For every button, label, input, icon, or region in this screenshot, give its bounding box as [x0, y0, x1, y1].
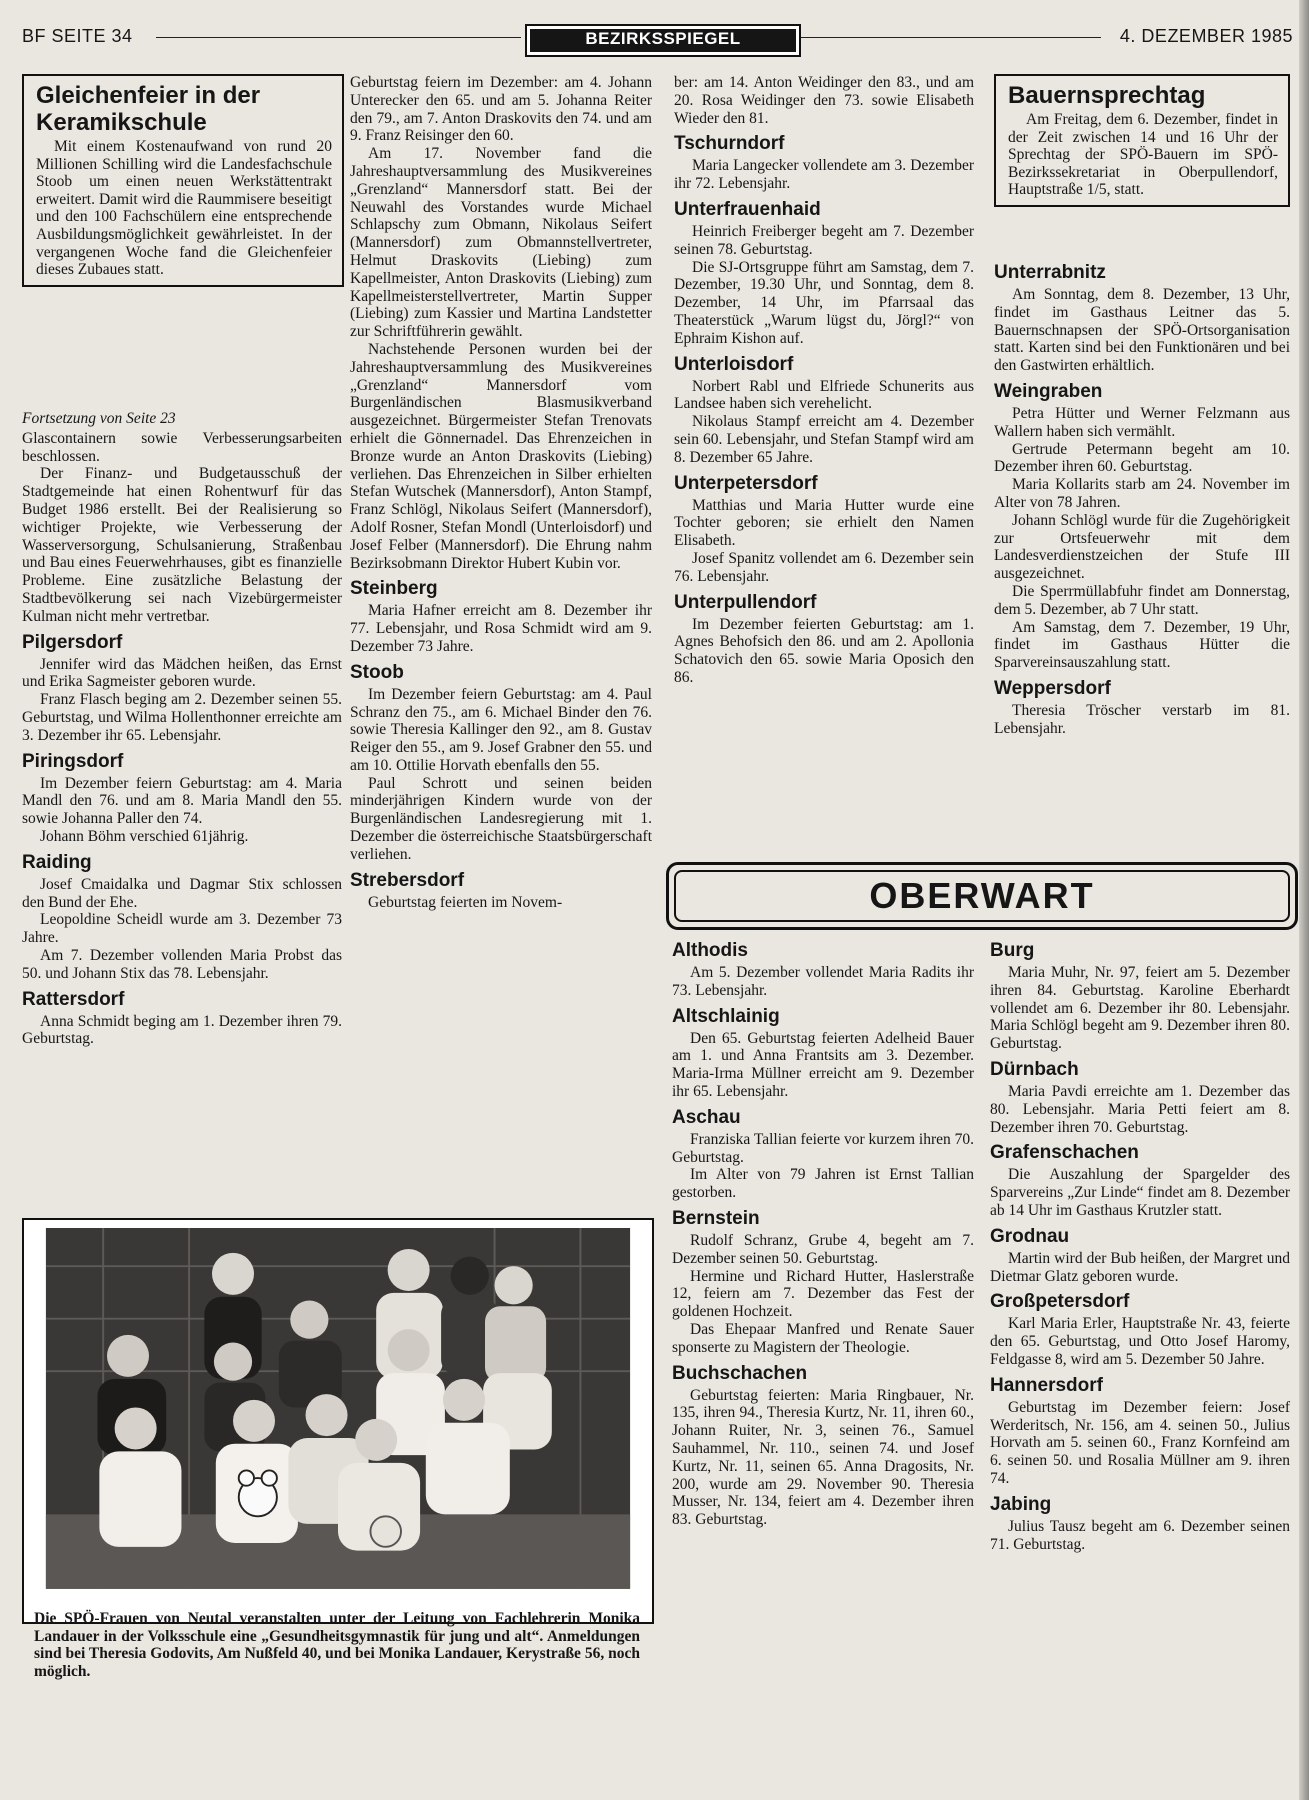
paragraph: Petra Hütter und Werner Felzmann aus Wallern haben sich vermählt. [994, 404, 1290, 440]
issue-date: 4. DEZEMBER 1985 [1119, 26, 1293, 46]
locality-heading: Hannersdorf [990, 1374, 1103, 1396]
paragraph: Norbert Rabl und Elfriede Schunerits aus Landsee haben sich verehelicht. [674, 377, 974, 413]
section-banner [525, 24, 801, 57]
page-number: BF SEITE 34 [22, 26, 133, 46]
locality-heading: Grodnau [990, 1225, 1070, 1247]
paragraph: Matthias und Maria Hutter wurde eine Tochter geboren; sie erhielt den Namen Elisabeth. [674, 496, 974, 550]
paragraph: Geburtstag feiern im Dezember: am 4. Johann Unterecker den 65. und am 5. Johanna Reiter den 79., am 7. Anton Draskovits den 74. und am 9. Franz Reisinger den 60. [350, 74, 652, 145]
section-title: BEZIRKSSPIEGEL [530, 29, 796, 52]
paragraph: Paul Schrott und seinen beiden minderjährigen Kindern wurde von der Burgenländischen Landesregierung mit 1. Dezember die österreichische Staatsbürgerschaft verliehen. [350, 774, 652, 863]
paragraph: Julius Tausz begeht am 6. Dezember seinen 71. Geburtstag. [990, 1517, 1290, 1553]
locality-heading: Raiding [22, 851, 92, 873]
photo-caption: Die SPÖ-Frauen von Neutal veranstalten unter der Leitung von Fachlehrerin Monika Landauer in der Volksschule eine „Gesundheitsgymnastik für jung und alt“. Anmeldungen sind bei Theresia Godovits, Am Nußfeld 40, und bei Monika Landauer, Kerystraße 56, noch möglich. [34, 1610, 640, 1680]
paragraph: Im Alter von 79 Jahren ist Ernst Tallian gestorben. [672, 1166, 974, 1202]
locality-heading: Buchschachen [672, 1362, 808, 1384]
paragraph: Leopoldine Scheidl wurde am 3. Dezember 73 Jahre. [22, 911, 342, 947]
paragraph: Franz Flasch beging am 2. Dezember seinen 55. Geburtstag, und Wilma Hollenthonner erreichte am 3. Dezember ihr 65. Lebensjahr. [22, 691, 342, 744]
locality-heading: Stoob [350, 661, 404, 683]
district-title: OBERWART [674, 870, 1290, 922]
paragraph: Den 65. Geburtstag feierten Adelheid Bauer am 1. und Anna Frantsits am 3. Dezember. Maria-Irma Müllner erreicht am 9. Dezember ihr 65. Lebensjahr. [672, 1029, 974, 1100]
paragraph: Im Dezember feiern Geburtstag: am 4. Maria Mandl den 76. und am 8. Maria Mandl den 55. sowie Johanna Paller den 74. [22, 774, 342, 828]
photo-box [22, 1218, 654, 1680]
paragraph: Theresia Tröscher verstarb im 81. Lebensjahr. [994, 701, 1290, 737]
locality-heading: Strebersdorf [350, 869, 465, 891]
paragraph: Josef Spanitz vollendet am 6. Dezember sein 76. Lebensjahr. [674, 549, 974, 585]
paragraph: Glascontainern sowie Verbesserungsarbeiten beschlossen. [22, 429, 342, 465]
paragraph: ber: am 14. Anton Weidinger den 83., und am 20. Rosa Weidinger den 73. sowie Elisabeth Wieder den 81. [674, 74, 974, 127]
paragraph: Am Samstag, dem 7. Dezember, 19 Uhr, findet im Gasthaus Hütter die Sparvereinsauszahlung statt. [994, 618, 1290, 672]
paragraph: Maria Hafner erreicht am 8. Dezember ihr 77. Lebensjahr, und Rosa Schmidt wird am 9. Dezember 73 Jahre. [350, 602, 652, 655]
locality-heading: Unterfrauenhaid [674, 198, 821, 220]
continuation-note: Fortsetzung von Seite 23 [22, 410, 176, 427]
paragraph: Im Dezember feierten Geburtstag: am 1. Agnes Behofsich den 86. und am 2. Apollonia Schatovich den 65. sowie Maria Oposich den 86. [674, 615, 974, 686]
header-rule-left [156, 37, 521, 38]
paragraph: Das Ehepaar Manfred und Renate Sauer sponserte zu Magistern der Theologie. [672, 1320, 974, 1356]
article-headline: Bauernsprechtag [1008, 82, 1206, 109]
paragraph: Franziska Tallian feierte vor kurzem ihren 70. Geburtstag. [672, 1130, 974, 1166]
locality-heading: Unterpullendorf [674, 591, 817, 613]
paragraph: Am 5. Dezember vollendet Maria Radits ihr 73. Lebensjahr. [672, 964, 974, 999]
paragraph: Geburtstag feierten im Novem- [368, 893, 563, 911]
article-box-bauernsprechtag [994, 74, 1290, 207]
locality-heading: Weppersdorf [994, 677, 1111, 699]
paragraph: Rudolf Schranz, Grube 4, begeht am 7. Dezember seinen 50. Geburtstag. [672, 1231, 974, 1267]
paragraph: Nikolaus Stampf erreicht am 4. Dezember sein 60. Lebensjahr, und Stefan Stampf wird am 8. Dezember 65 Jahre. [674, 413, 974, 466]
paragraph: Hermine und Richard Hutter, Haslerstraße 12, feiern am 7. Dezember das Fest der goldenen Hochzeit. [672, 1267, 974, 1321]
paragraph: Maria Langecker vollendete am 3. Dezember ihr 72. Lebensjahr. [674, 157, 974, 193]
locality-heading: Altschlainig [672, 1005, 780, 1027]
locality-heading: Dürnbach [990, 1058, 1079, 1080]
paragraph: Am 7. Dezember vollenden Maria Probst das 50. und Johann Stix das 78. Lebensjahr. [22, 946, 342, 982]
paragraph: Im Dezember feiern Geburtstag: am 4. Paul Schranz den 75., am 6. Michael Binder den 76. sowie Theresia Kallinger den 92., am 8. Gustav Reiger den 55., am 9. Josef Grabner den 55. und am 10. Ottilie Horvath ebenfalls den 55. [350, 685, 652, 774]
locality-heading: Jabing [990, 1493, 1052, 1515]
paragraph: Maria Kollarits starb am 24. November im Alter von 78 Jahren. [994, 476, 1290, 511]
paragraph: Gertrude Petermann begeht am 10. Dezember ihren 60. Geburtstag. [994, 440, 1290, 476]
column-4 [994, 262, 1290, 738]
column-3 [674, 74, 974, 687]
locality-heading: Althodis [672, 940, 748, 961]
locality-heading: Unterloisdorf [674, 353, 794, 375]
paragraph: Martin wird der Bub heißen, der Margret und Dietmar Glatz geboren wurde. [990, 1249, 1290, 1285]
paragraph: Die SJ-Ortsgruppe führt am Samstag, dem 7. Dezember, 19.30 Uhr, und Sonntag, dem 8. Dezember, 14 Uhr, im Pfarrsaal das Theaterstück „Warum lügst du, Jörgl?“ von Ephraim Kishon auf. [674, 258, 974, 347]
article-box-keramikschule [22, 74, 344, 287]
header-rule-right [801, 37, 1101, 38]
locality-heading: Rattersdorf [22, 988, 125, 1010]
paragraph: Jennifer wird das Mädchen heißen, das Ernst und Erika Sagmeister geboren wurde. [22, 655, 342, 691]
paragraph: Johann Böhm verschied 61jährig. [40, 827, 249, 845]
locality-heading: Tschurndorf [674, 133, 785, 155]
page-edge [1299, 0, 1309, 1800]
locality-heading: Unterrabnitz [994, 262, 1106, 283]
locality-heading: Großpetersdorf [990, 1291, 1130, 1313]
paragraph: Johann Schlögl wurde für die Zugehörigkeit zur Ortsfeuerwehr mit dem Landesverdienstzeichen der Stufe III ausgezeichnet. [994, 511, 1290, 583]
paragraph: Am 17. November fand die Jahreshauptversammlung des Musikvereines „Grenzland“ Mannersdorf statt. Bei der Neuwahl des Vorstandes wurde Michael Schlapschy zum Obmann, Nikolaus Seifert (Mannersdorf) zum Obmannstellvertreter, Helmut Draskovits (Liebing) zum Kapellmeister, Anton Draskovits (Liebing) zum Kapellmeisterstellvertreter, Martin Supper (Liebing) zum Kassier und Martina Landstetter zur Schriftführerin gewählt. [350, 145, 652, 341]
paragraph: Heinrich Freiberger begeht am 7. Dezember seinen 78. Geburtstag. [674, 222, 974, 258]
locality-heading: Aschau [672, 1106, 741, 1128]
paragraph: Die Auszahlung der Spargelder des Sparvereins „Zur Linde“ findet am 8. Dezember ab 14 Uhr im Gasthaus Krutzler statt. [990, 1166, 1290, 1219]
paragraph: Anna Schmidt beging am 1. Dezember ihren 79. Geburtstag. [22, 1012, 342, 1048]
paragraph: Maria Muhr, Nr. 97, feiert am 5. Dezember ihren 84. Geburtstag. Karoline Eberhardt vollendet am 6. Dezember ihr 80. Lebensjahr. Maria Schlögl begeht am 9. Dezember ihren 80. Geburtstag. [990, 964, 1290, 1053]
locality-heading: Piringsdorf [22, 750, 124, 772]
column-5 [672, 940, 974, 1529]
paragraph: Karl Maria Erler, Hauptstraße Nr. 43, feierte den 65. Geburtstag, und Otto Josef Haromy, Feldgasse 8, wird am 5. Dezember 50 Jahre. [990, 1315, 1290, 1368]
group-photo [32, 1228, 644, 1606]
paragraph: Josef Cmaidalka und Dagmar Stix schlossen den Bund der Ehe. [22, 875, 342, 911]
plush-toy [239, 1470, 277, 1516]
locality-heading: Grafenschachen [990, 1142, 1139, 1164]
article-text: Am Freitag, dem 6. Dezember, findet in der Zeit zwischen 14 und 16 Uhr der Sprechtag der SPÖ-Bauern im SPÖ-Bezirkssekretariat in Oberpullendorf, Hauptstraße 1/5, statt. [1008, 111, 1278, 199]
column-6 [990, 940, 1290, 1553]
locality-heading: Unterpetersdorf [674, 472, 818, 494]
paragraph: Nachstehende Personen wurden bei der Jahreshauptversammlung des Musikvereines „Grenzland“ Mannersdorf vom Burgenländischen Blasmusikverband ausgezeichnet. Bürgermeister Stefan Trenovats erhielt die Gönnernadel. Das Ehrenzeichen in Bronze wurde an Anton Draskovits (Liebing) verliehen. Das Ehrenzeichen in Silber erhielten Stefan Wutschek (Mannersdorf), Anton Stampf, Franz Schlögl, Nikolaus Seifert (Mannersdorf), Adolf Rosner, Stefan Mondl (Unterloisdorf) und Josef Felber (Mannersdorf). Die Ehrung nahm Bezirksobmann Direktor Hubert Kubin vor. [350, 340, 652, 572]
locality-heading: Pilgersdorf [22, 631, 123, 653]
paragraph: Maria Pavdi erreichte am 1. Dezember das 80. Lebensjahr. Maria Petti feiert am 8. Dezember ihren 70. Geburtstag. [990, 1082, 1290, 1136]
article-text: Mit einem Kostenaufwand von rund 20 Millionen Schilling wird die Landesfachschule Stoob um einen neuen Werkstättentrakt erweitert. Damit wird die Raummisere beseitigt und den 100 Fachschülern eine entsprechende Ausbildungsmöglichkeit gewährleistet. In der vergangenen Woche fand die Gleichenfeier dieses Zubaues statt. [36, 138, 332, 279]
locality-heading: Steinberg [350, 578, 438, 600]
paragraph: Der Finanz- und Budgetausschuß der Stadtgemeinde hat einen Rohentwurf für das Budget 1986 erstellt. Bei der Realisierung so wichtiger Projekte, wie Verbesserung der Wasserversorgung, Schulsanierung, Straßenbau und Bau eines Feuerwehrhauses, gibt es finanzielle Probleme. Eine zusätzliche Belastung der Stadtbevölkerung sei nach Vizebürgermeister Kulman nicht mehr vertretbar. [22, 465, 342, 625]
paragraph: Am Sonntag, dem 8. Dezember, 13 Uhr, findet im Gasthaus Leitner das 5. Bauernschnapsen der SPÖ-Ortsorganisation statt. Karten sind bei den Funktionären und bei den Gastwirten erhältlich. [994, 286, 1290, 375]
paragraph: Geburtstag im Dezember feiern: Josef Werderitsch, Nr. 156, am 4. seinen 50., Julius Horvath am 5. seinen 60., Franz Kornfeind am 6. seinen 50. und Rosalia Müllner am 9. ihren 74. [990, 1398, 1290, 1487]
article-headline: Gleichenfeier in der Keramikschule [36, 82, 261, 136]
district-banner-oberwart [666, 862, 1298, 930]
locality-heading: Weingraben [994, 380, 1103, 402]
paragraph: Geburtstag feierten: Maria Ringbauer, Nr. 135, ihren 94., Theresia Kurtz, Nr. 11, ihren 60., Johann Ruiter, Nr. 3, seinen 76., Samuel Sauhammel, Nr. 110., seinen 74. und Josef Kurtz, Nr. 11, seinen 65. Anna Dragosits, Nr. 200, wurde am 29. November 90. Theresia Musser, Nr. 134, feiert am 4. Dezember ihren 83. Geburtstag. [672, 1386, 974, 1529]
locality-heading: Bernstein [672, 1207, 760, 1229]
column-1 [22, 400, 342, 1048]
locality-heading: Burg [990, 940, 1035, 961]
column-2 [350, 74, 652, 911]
paragraph: Die Sperrmüllabfuhr findet am Donnerstag, dem 5. Dezember, ab 7 Uhr statt. [994, 582, 1290, 618]
